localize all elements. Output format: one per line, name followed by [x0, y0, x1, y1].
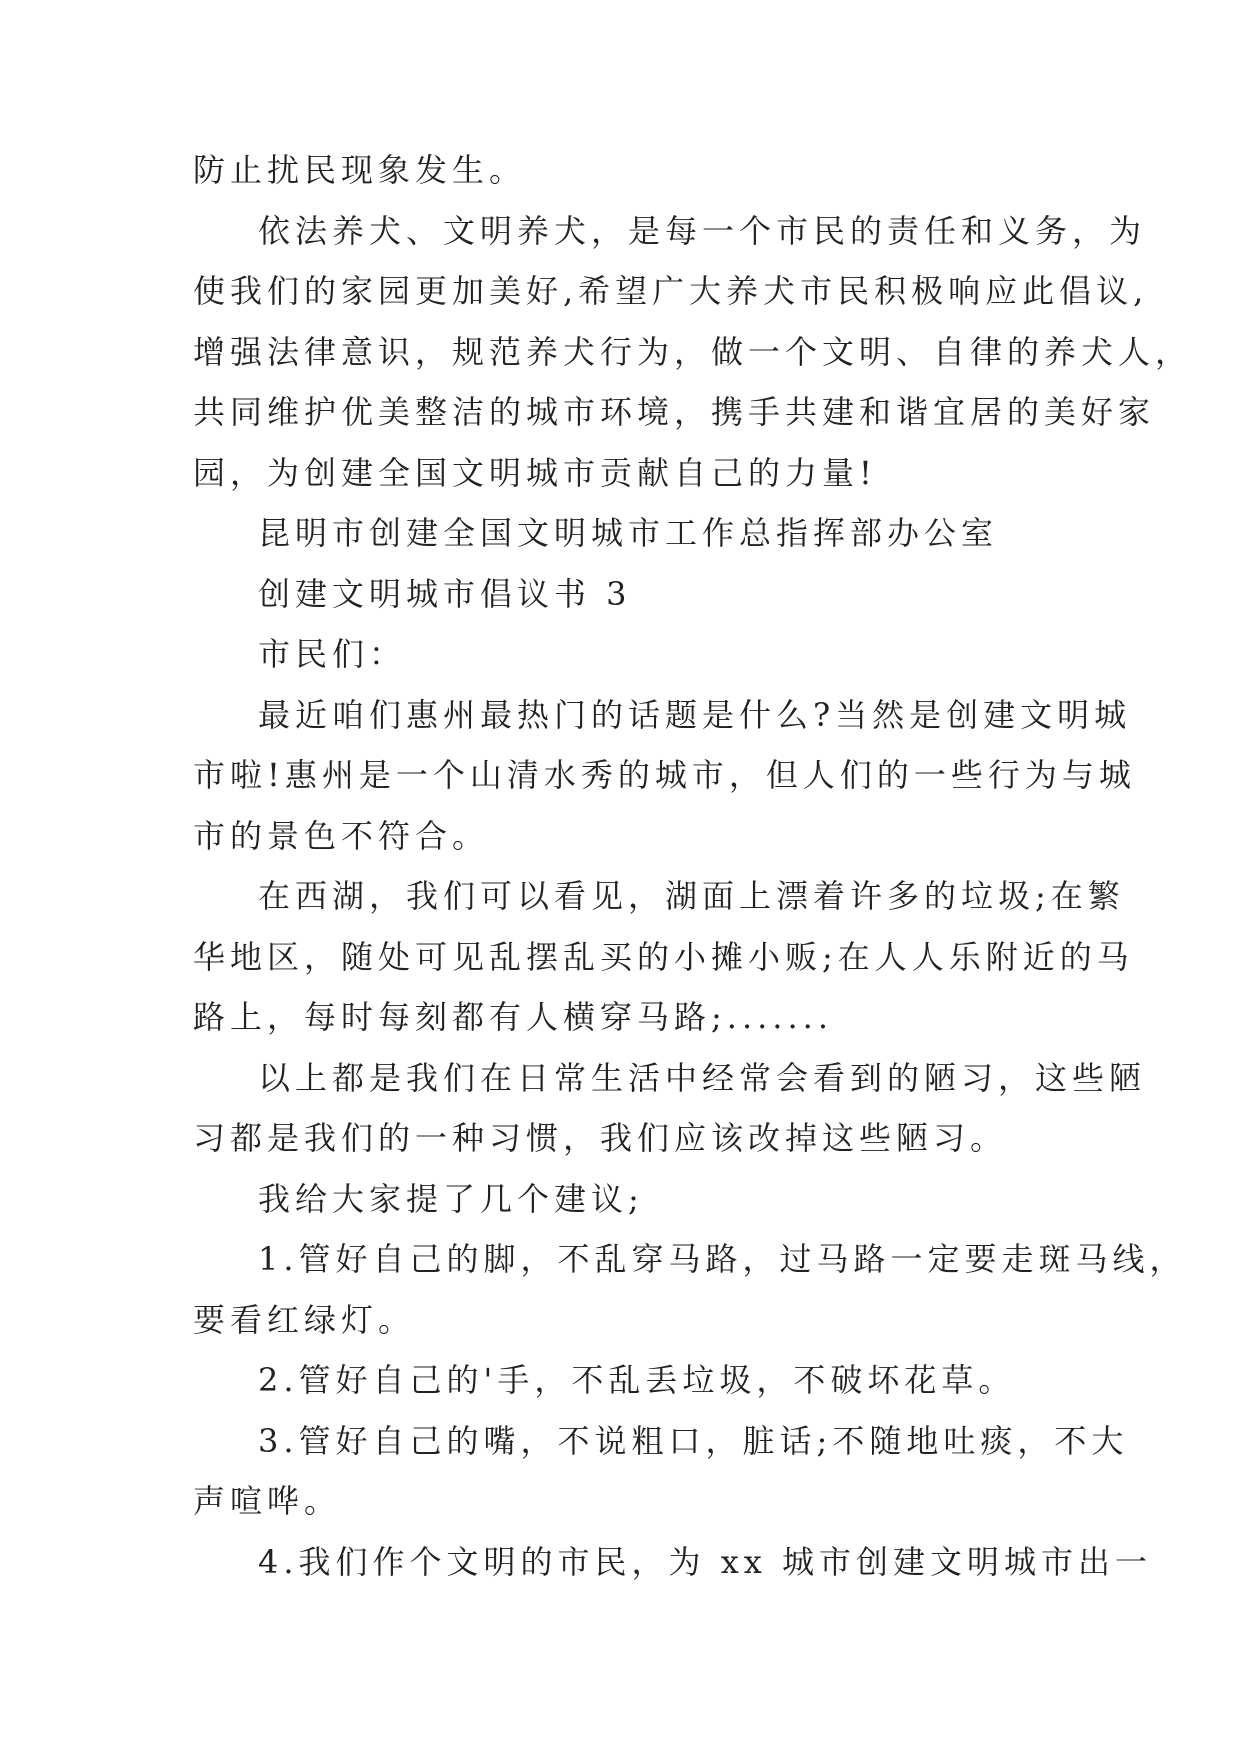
text-line: 以上都是我们在日常生活中经常会看到的陋习，这些陋	[258, 1059, 1147, 1097]
text-line: 要看红绿灯。	[193, 1301, 416, 1339]
text-line: 园，为创建全国文明城市贡献自己的力量!	[193, 454, 877, 492]
text-line: 共同维护优美整洁的城市环境，携手共建和谐宜居的美好家	[193, 393, 1156, 431]
text-line: 最近咱们惠州最热门的话题是什么?当然是创建文明城	[258, 696, 1132, 734]
text-line: 市的景色不符合。	[193, 817, 490, 855]
text-line: 习都是我们的一种习惯，我们应该改掉这些陋习。	[193, 1119, 1008, 1157]
text-line: 防止扰民现象发生。	[193, 151, 527, 189]
salutation: 市民们：	[258, 635, 407, 673]
list-item: 1.管好自己的脚，不乱穿马路，过马路一定要走斑马线，	[258, 1240, 1187, 1278]
text-line: 依法养犬、文明养犬，是每一个市民的责任和义务，为	[258, 212, 1147, 250]
list-item: 4.我们作个文明的市民，为 xx 城市创建文明城市出一	[258, 1543, 1152, 1581]
text-line: 增强法律意识，规范养犬行为，做一个文明、自律的养犬人，	[193, 333, 1193, 371]
text-line: 声喧哗。	[193, 1482, 342, 1520]
text-line: 华地区，随处可见乱摆乱买的小摊小贩;在人人乐附近的马	[193, 938, 1134, 976]
signature-line: 昆明市创建全国文明城市工作总指挥部办公室	[258, 514, 999, 552]
section-title: 创建文明城市倡议书 3	[258, 575, 632, 613]
text-line: 路上，每时每刻都有人横穿马路;.......	[193, 998, 833, 1036]
text-line: 我给大家提了几个建议;	[258, 1180, 644, 1218]
text-line: 使我们的家园更加美好,希望广大养犬市民积极响应此倡议,	[193, 272, 1149, 310]
list-item: 3.管好自己的嘴，不说粗口，脏话;不随地吐痰，不大	[258, 1422, 1129, 1460]
text-line: 市啦!惠州是一个山清水秀的城市，但人们的一些行为与城	[193, 756, 1136, 794]
list-item: 2.管好自己的'手，不乱丢垃圾，不破坏花草。	[258, 1361, 1016, 1399]
text-line: 在西湖，我们可以看见，湖面上漂着许多的垃圾;在繁	[258, 877, 1125, 915]
